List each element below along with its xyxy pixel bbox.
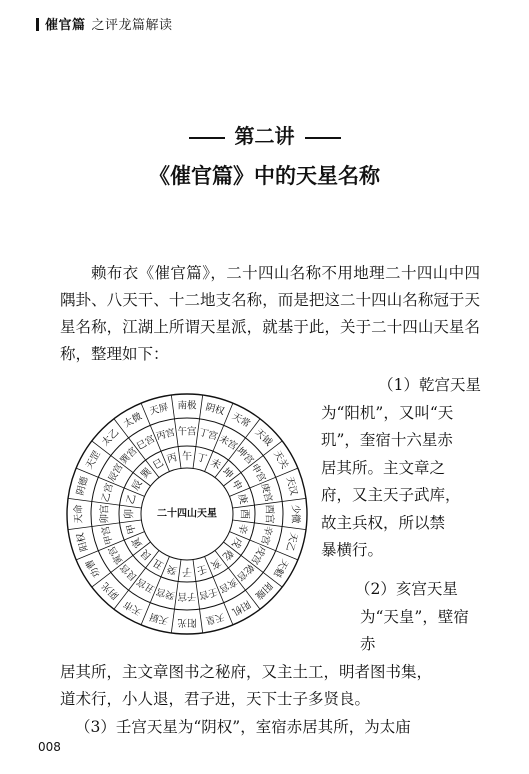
outer-ring-label: 太乙 — [100, 427, 122, 449]
middle-ring-label: 辛宫 — [258, 524, 274, 546]
outer-ring-label: 阳机 — [230, 598, 252, 618]
outer-ring-label: 阴权 — [204, 401, 226, 418]
middle-ring-label: 坤宫 — [234, 445, 256, 467]
inner-ring-label: 寅 — [130, 535, 145, 550]
middle-ring-label: 丙宫 — [155, 427, 177, 443]
chapter-title: 《催官篇》中的天星名称 — [149, 163, 380, 188]
middle-ring-label: 甲宫 — [100, 524, 116, 546]
item1-line: （1）乾宫天星 — [378, 376, 481, 394]
middle-ring-label: 戌宫 — [248, 544, 268, 566]
book-subtitle: 之评龙篇解读 — [91, 18, 173, 33]
middle-ring-label: 庚宫 — [258, 482, 274, 504]
inner-ring-label: 巳 — [151, 457, 166, 472]
item2-line: （2）亥宫天星 — [355, 580, 458, 598]
item1-line: 为“阳机”，又叫“天 — [321, 403, 454, 422]
item1-line: 居其所。主文章之 — [321, 458, 446, 477]
middle-ring-label: 亥宫 — [217, 575, 239, 595]
inner-ring-label: 乙 — [125, 492, 139, 506]
inner-ring-label: 丁 — [195, 452, 209, 466]
diagram-center-label: 二十四山天星 — [157, 508, 217, 520]
outer-ring-label: 天魁 — [271, 557, 291, 579]
outer-ring-label: 阳光 — [177, 616, 197, 628]
inner-ring-label: 卯 — [124, 509, 136, 519]
inner-ring-label: 癸 — [165, 562, 179, 576]
outer-ring-label: 天钺 — [252, 427, 274, 449]
running-head — [36, 14, 173, 33]
outer-ring-label: 天关 — [271, 449, 291, 471]
item2-block — [60, 576, 480, 741]
middle-ring-label: 癸宫 — [155, 585, 177, 601]
middle-ring-label: 酉宫 — [263, 504, 275, 524]
lecture-number — [0, 120, 529, 149]
outer-ring-label: 功曹 — [83, 557, 103, 579]
outer-ring-label: 太微 — [122, 410, 144, 430]
intro-paragraph: 赖布衣《催官篇》，二十四山名称不用地理二十四山中四隅卦、八天干、十二地支名称，而是把这二十四山名称冠于天星名称，江湖上所谓天星派，就基于此，关于二十四山天星名称，整理如下： — [60, 264, 480, 363]
outer-ring-label: 天罡 — [83, 449, 103, 471]
inner-ring-label: 丑 — [151, 556, 166, 571]
outer-ring-label: 天厨 — [148, 610, 170, 627]
outer-ring-label: 天乙 — [283, 531, 300, 553]
middle-ring-label: 辰宫 — [106, 462, 126, 484]
book-title: 催官篇 — [45, 18, 86, 33]
inner-ring-label: 坤 — [219, 466, 235, 482]
middle-ring-label: 寅宫 — [106, 544, 126, 566]
outer-ring-label: 天皇 — [204, 610, 226, 627]
middle-ring-label: 午宫 — [177, 426, 197, 438]
middle-ring-label: 申宫 — [248, 462, 268, 484]
middle-ring-label: 艮宫 — [118, 561, 140, 583]
inner-ring-label: 庚 — [235, 492, 249, 506]
lecture-number-text: 第二讲 — [234, 124, 295, 148]
inner-ring-label: 未 — [208, 457, 223, 472]
inner-ring-label: 酉 — [238, 509, 250, 519]
outer-ring-label: 阳权 — [74, 531, 91, 553]
item1-line: 府，又主天子武库， — [321, 486, 461, 504]
item1-line: 玑”，奎宿十六星赤 — [321, 431, 453, 449]
outer-ring-label: 南极 — [177, 400, 197, 412]
middle-ring-label: 未宫 — [217, 433, 239, 453]
item3-paragraph: （3）壬宫天星为“阴权”，室宿赤居其所，为太庙 — [75, 717, 411, 736]
outer-ring-label: 天常 — [230, 410, 252, 430]
middle-ring-label: 巽宫 — [118, 445, 140, 467]
inner-ring-label: 午 — [182, 451, 192, 463]
page-number: 008 — [38, 740, 61, 754]
middle-ring-label: 丑宫 — [135, 575, 157, 595]
dash-right — [305, 137, 341, 139]
outer-ring-label: 天命 — [73, 504, 85, 524]
middle-ring-label: 丁宫 — [197, 427, 219, 443]
outer-ring-label: 少微 — [289, 504, 301, 524]
inner-ring-label: 壬 — [195, 562, 209, 576]
middle-ring-label: 巳宫 — [135, 433, 157, 453]
header-bar — [36, 18, 39, 31]
inner-ring-label: 艮 — [139, 546, 155, 562]
item2-line: 居其所，主文章图书之秘府，又主土工，明者图书集， — [60, 662, 433, 681]
dash-left — [189, 137, 225, 139]
outer-ring-label: 阴德 — [74, 475, 91, 497]
middle-ring-label: 壬宫 — [197, 585, 219, 601]
item1-column — [321, 372, 481, 565]
inner-ring-label: 乾 — [219, 546, 235, 562]
inner-ring-label: 辰 — [130, 478, 145, 493]
inner-ring-label: 子 — [182, 565, 192, 577]
outer-ring-label: 天汉 — [283, 475, 300, 497]
item2-line: 道术行，小人退，君子进，天下士子多贤良。 — [60, 690, 371, 708]
middle-ring-label: 子宫 — [177, 590, 197, 602]
inner-ring-label: 亥 — [208, 556, 223, 571]
inner-ring-label: 申 — [229, 478, 244, 493]
middle-ring-label: 乙宫 — [100, 482, 116, 504]
outer-ring-label: 天市 — [122, 598, 144, 618]
outer-ring-label: 天屏 — [148, 401, 170, 418]
item1-line: 暴横行。 — [321, 541, 384, 559]
inner-ring-label: 甲 — [125, 522, 139, 536]
inner-ring-label: 丙 — [165, 452, 179, 466]
item1-line: 故主兵权，所以禁 — [321, 513, 446, 532]
middle-ring-label: 卯宫 — [99, 504, 111, 524]
inner-ring-label: 巽 — [139, 466, 155, 482]
outer-ring-label: 阳璇 — [252, 579, 274, 601]
inner-ring-label: 辛 — [235, 522, 249, 536]
middle-ring-label: 乾宫 — [234, 561, 256, 583]
outer-ring-label: 阴光 — [100, 579, 122, 601]
inner-ring-label: 戌 — [229, 535, 244, 550]
item2-line: 为“天皇”，壁宿赤 — [360, 607, 469, 653]
